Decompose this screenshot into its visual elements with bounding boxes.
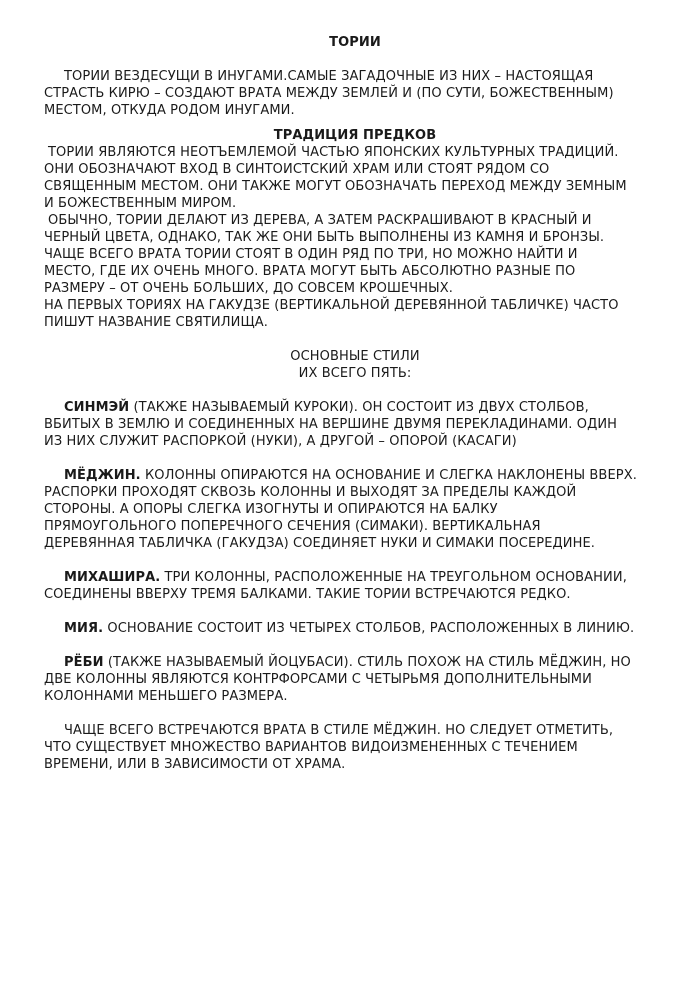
- section-heading-tradition: ТРАДИЦИЯ ПРЕДКОВ: [273, 128, 437, 143]
- text-line: ОБЫЧНО, ТОРИИ ДЕЛАЮТ ИЗ ДЕРЕВА, А ЗАТЕМ РАСКРАШИВАЮТ В КРАСНЫЙ И: [48, 213, 592, 228]
- text-line: ЧЕРНЫЙ ЦВЕТА, ОДНАКО, ТАК ЖЕ ОНИ БЫТЬ ВЫПОЛНЕНЫ ИЗ КАМНЯ И БРОНЗЫ.: [44, 230, 605, 245]
- text-line: ИЗ НИХ СЛУЖИТ РАСПОРКОЙ (НУКИ), А ДРУГОЙ – ОПОРОЙ (КАСАГИ): [44, 434, 517, 449]
- text-line: ВБИТЫХ В ЗЕМЛЮ И СОЕДИНЕННЫХ НА ВЕРШИНЕ ДВУМЯ ПЕРЕКЛАДИНАМИ. ОДИН: [44, 417, 618, 432]
- style-description: (ТАКЖЕ НАЗЫВАЕМЫЙ ЙОЦУБАСИ). СТИЛЬ ПОХОЖ НА СТИЛЬ МЁДЖИН, НО: [103, 655, 631, 670]
- text-line: ВРЕМЕНИ, ИЛИ В ЗАВИСИМОСТИ ОТ ХРАМА.: [44, 757, 346, 772]
- style-description: (ТАКЖЕ НАЗЫВАЕМЫЙ КУРОКИ). ОН СОСТОИТ ИЗ ДВУХ СТОЛБОВ,: [129, 400, 589, 415]
- style-description: КОЛОННЫ ОПИРАЮТСЯ НА ОСНОВАНИЕ И СЛЕГКА НАКЛОНЕНЫ ВВЕРХ.: [140, 468, 637, 483]
- document-page: [44, 34, 666, 773]
- style-item-myojin: [44, 467, 666, 552]
- style-term: МИХАШИРА.: [64, 570, 161, 585]
- style-term: МЁДЖИН.: [64, 468, 141, 483]
- text-line: СТОРОНЫ. А ОПОРЫ СЛЕГКА ИЗОГНУТЫ И ОПИРАЮТСЯ НА БАЛКУ: [44, 502, 498, 517]
- text-line: ЧАЩЕ ВСЕГО ВСТРЕЧАЮТСЯ ВРАТА В СТИЛЕ МЁДЖИН. НО СЛЕДУЕТ ОТМЕТИТЬ,: [64, 723, 614, 738]
- style-item-shinmei: [44, 399, 666, 450]
- style-term: СИНМЭЙ: [64, 400, 130, 415]
- text-line: ТОРИИ ЯВЛЯЮТСЯ НЕОТЪЕМЛЕМОЙ ЧАСТЬЮ ЯПОНСКИХ КУЛЬТУРНЫХ ТРАДИЦИЙ.: [48, 145, 619, 160]
- text-line: НА ПЕРВЫХ ТОРИЯХ НА ГАКУДЗЕ (ВЕРТИКАЛЬНОЙ ДЕРЕВЯННОЙ ТАБЛИЧКЕ) ЧАСТО: [44, 298, 619, 313]
- text-line: И БОЖЕСТВЕННЫМ МИРОМ.: [44, 196, 237, 211]
- style-item-ryobu: [44, 654, 666, 705]
- text-line: МЕСТОМ, ОТКУДА РОДОМ ИНУГАМИ.: [44, 103, 295, 118]
- tradition-paragraph: [44, 144, 666, 331]
- style-item-mihashira: [44, 569, 666, 603]
- conclusion-paragraph: [44, 722, 666, 773]
- text-line: ЧАЩЕ ВСЕГО ВРАТА ТОРИИ СТОЯТ В ОДИН РЯД ПО ТРИ, НО МОЖНО НАЙТИ И: [44, 247, 578, 262]
- text-line: ДВЕ КОЛОННЫ ЯВЛЯЮТСЯ КОНТРФОРСАМИ С ЧЕТЫРЬМЯ ДОПОЛНИТЕЛЬНЫМИ: [44, 672, 592, 687]
- style-item-miya: [44, 620, 666, 637]
- styles-heading-line: ОСНОВНЫЕ СТИЛИ: [290, 349, 420, 364]
- text-line: РАСПОРКИ ПРОХОДЯТ СКВОЗЬ КОЛОННЫ И ВЫХОДЯТ ЗА ПРЕДЕЛЫ КАЖДОЙ: [44, 485, 577, 500]
- text-line: ТОРИИ ВЕЗДЕСУЩИ В ИНУГАМИ.САМЫЕ ЗАГАДОЧНЫЕ ИЗ НИХ – НАСТОЯЩАЯ: [64, 69, 594, 84]
- text-line: МЕСТО, ГДЕ ИХ ОЧЕНЬ МНОГО. ВРАТА МОГУТ БЫТЬ АБСОЛЮТНО РАЗНЫЕ ПО: [44, 264, 576, 279]
- styles-heading-line: ИХ ВСЕГО ПЯТЬ:: [298, 366, 412, 381]
- text-line: РАЗМЕРУ – ОТ ОЧЕНЬ БОЛЬШИХ, ДО СОВСЕМ КРОШЕЧНЫХ.: [44, 281, 453, 296]
- text-line: КОЛОННАМИ МЕНЬШЕГО РАЗМЕРА.: [44, 689, 288, 704]
- intro-paragraph: [44, 68, 666, 119]
- text-line: ОНИ ОБОЗНАЧАЮТ ВХОД В СИНТОИСТСКИЙ ХРАМ ИЛИ СТОЯТ РЯДОМ СО: [44, 162, 550, 177]
- text-line: ЧТО СУЩЕСТВУЕТ МНОЖЕСТВО ВАРИАНТОВ ВИДОИЗМЕНЕННЫХ С ТЕЧЕНИЕМ: [44, 740, 578, 755]
- style-term: РЁБИ: [64, 655, 104, 670]
- style-term: МИЯ.: [64, 621, 104, 636]
- text-line: ДЕРЕВЯННАЯ ТАБЛИЧКА (ГАКУДЗА) СОЕДИНЯЕТ НУКИ И СИМАКИ ПОСЕРЕДИНЕ.: [44, 536, 596, 551]
- page-title: ТОРИИ: [329, 35, 381, 50]
- text-line: СОЕДИНЕНЫ ВВЕРХУ ТРЕМЯ БАЛКАМИ. ТАКИЕ ТОРИИ ВСТРЕЧАЮТСЯ РЕДКО.: [44, 587, 571, 602]
- text-line: СВЯЩЕННЫМ МЕСТОМ. ОНИ ТАКЖЕ МОГУТ ОБОЗНАЧАТЬ ПЕРЕХОД МЕЖДУ ЗЕМНЫМ: [44, 179, 627, 194]
- text-line: ПИШУТ НАЗВАНИЕ СВЯТИЛИЩА.: [44, 315, 268, 330]
- style-description: ТРИ КОЛОННЫ, РАСПОЛОЖЕННЫЕ НА ТРЕУГОЛЬНОМ ОСНОВАНИИ,: [160, 570, 627, 585]
- text-line: СТРАСТЬ КИРЮ – СОЗДАЮТ ВРАТА МЕЖДУ ЗЕМЛЕЙ И (ПО СУТИ, БОЖЕСТВЕННЫМ): [44, 86, 614, 101]
- styles-heading: [44, 348, 666, 382]
- text-line: ПРЯМОУГОЛЬНОГО ПОПЕРЕЧНОГО СЕЧЕНИЯ (СИМАКИ). ВЕРТИКАЛЬНАЯ: [44, 519, 541, 534]
- style-description: ОСНОВАНИЕ СОСТОИТ ИЗ ЧЕТЫРЕХ СТОЛБОВ, РАСПОЛОЖЕННЫХ В ЛИНИЮ.: [103, 621, 635, 636]
